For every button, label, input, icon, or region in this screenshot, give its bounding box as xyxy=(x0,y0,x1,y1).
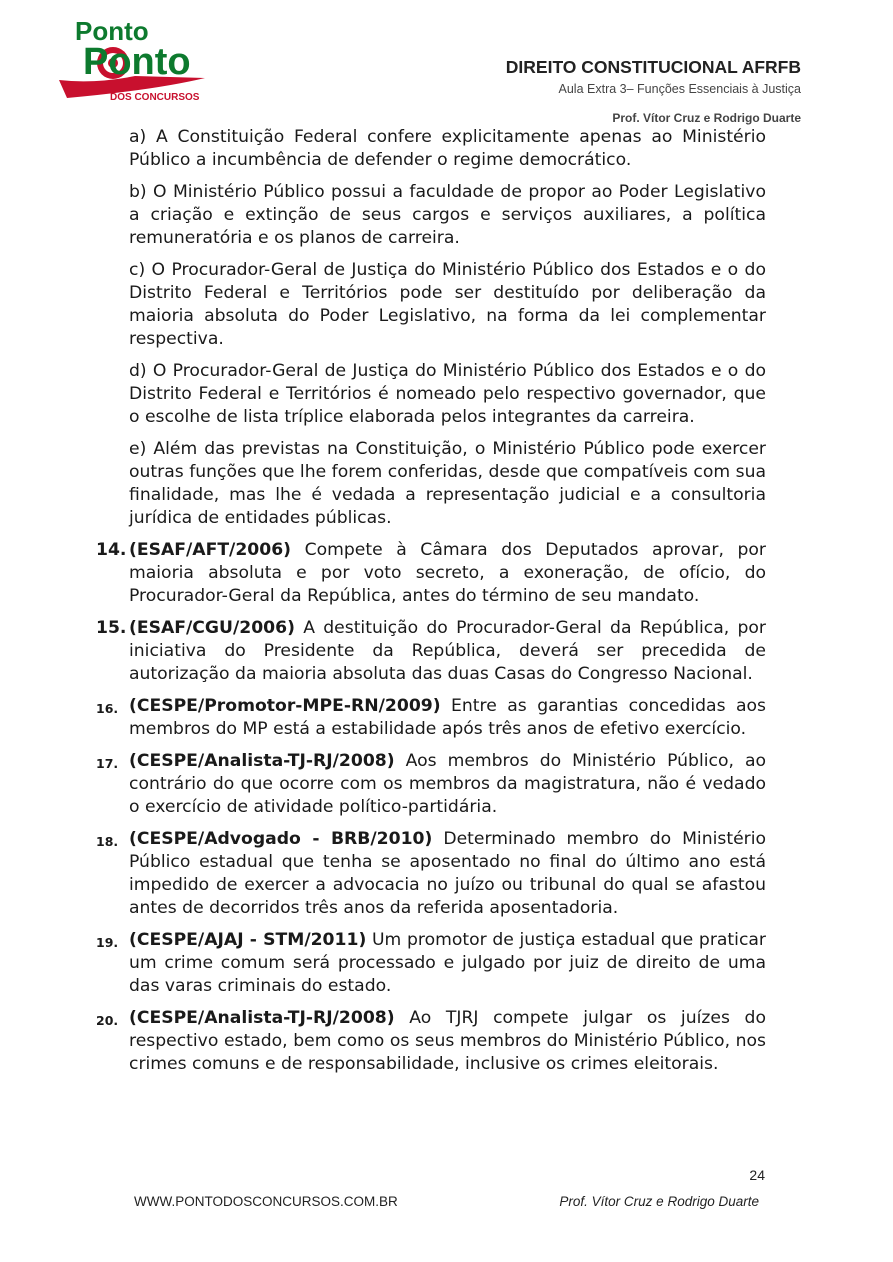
question-15 xyxy=(96,617,766,686)
footer-authors: Prof. Vítor Cruz e Rodrigo Duarte xyxy=(559,1194,759,1209)
question-text: Aos membros do Ministério Público, ao contrário do que ocorre com os membros da magistratura, não é vedado o exercício de atividade político-partidária. xyxy=(129,751,766,817)
logo-text-main: Ponto xyxy=(83,41,191,83)
question-text: Ao TJRJ compete julgar os juízes do respectivo estado, bem como os seus membros do Ministério Público, nos crimes comuns e de responsabilidade, inclusive os crimes eleitorais. xyxy=(129,1008,766,1074)
question-body xyxy=(129,1007,766,1076)
question-number: 19. xyxy=(96,935,119,950)
logo-text-sub: DOS CONCURSOS xyxy=(110,92,200,103)
header-subtitle: Aula Extra 3– Funções Essenciais à Justiça xyxy=(558,82,801,96)
question-source: (CESPE/AJAJ - STM/2011) xyxy=(129,930,367,950)
question-number: 14. xyxy=(96,540,127,560)
header-title: DIREITO CONSTITUCIONAL AFRFB xyxy=(505,57,801,77)
header-authors: Prof. Vítor Cruz e Rodrigo Duarte xyxy=(612,111,801,125)
question-source: (CESPE/Analista-TJ-RJ/2008) xyxy=(129,751,395,771)
question-body xyxy=(129,539,766,608)
answer-option-d: d) O Procurador-Geral de Justiça do Ministério Público dos Estados e o do Distrito Federal e Territórios é nomeado pelo respectivo governador, que o escolhe de lista tríplice elaborada pelos integrantes da carreira. xyxy=(129,361,766,427)
answer-option-a: a) A Constituição Federal confere explicitamente apenas ao Ministério Público a incumbência de defender o regime democrático. xyxy=(129,127,766,170)
question-text: Compete à Câmara dos Deputados aprovar, por maioria absoluta e por voto secreto, a exoneração, de ofício, do Procurador-Geral da República, antes do término de seu mandato. xyxy=(129,540,766,606)
question-14 xyxy=(96,539,766,608)
question-16 xyxy=(96,695,766,741)
question-body xyxy=(129,617,766,686)
question-source: (ESAF/AFT/2006) xyxy=(129,540,292,560)
question-number: 17. xyxy=(96,756,119,771)
question-body xyxy=(129,828,766,920)
question-body xyxy=(129,750,766,819)
question-number: 18. xyxy=(96,834,119,849)
question-source: (CESPE/Advogado - BRB/2010) xyxy=(129,829,433,849)
page-content xyxy=(96,126,766,1085)
answer-option-c: c) O Procurador-Geral de Justiça do Ministério Público dos Estados e o do Distrito Federal e Territórios pode ser destituído por deliberação da maioria absoluta do Poder Legislativo, na forma da lei complementar respectiva. xyxy=(129,260,766,349)
question-source: (ESAF/CGU/2006) xyxy=(129,618,295,638)
question-text: Um promotor de justiça estadual que praticar um crime comum será processado e julgado por juiz de direito de uma das varas criminais do estado. xyxy=(129,930,766,996)
question-17 xyxy=(96,750,766,819)
question-text: Determinado membro do Ministério Público estadual que tenha se aposentado no final do último ano está impedido de exercer a advocacia no juízo ou tribunal do qual se afastou antes de decorridos três anos da referida aposentadoria. xyxy=(129,829,766,918)
page-number: 24 xyxy=(749,1167,765,1183)
question-number: 16. xyxy=(96,701,119,716)
answer-option-e: e) Além das previstas na Constituição, o Ministério Público pode exercer outras funções que lhe forem conferidas, desde que compatíveis com sua finalidade, mas lhe é vedada a representação judicial e a consultoria jurídica de entidades públicas. xyxy=(129,439,766,528)
ponto-dos-concursos-logo xyxy=(55,18,230,103)
question-number: 15. xyxy=(96,618,127,638)
question-body xyxy=(129,695,766,741)
answer-option-b: b) O Ministério Público possui a faculdade de propor ao Poder Legislativo a criação e extinção de seus cargos e serviços auxiliares, a política remuneratória e os planos de carreira. xyxy=(129,182,766,248)
footer-website: WWW.PONTODOSCONCURSOS.COM.BR xyxy=(134,1194,398,1209)
question-number: 20. xyxy=(96,1013,119,1028)
question-text: Entre as garantias concedidas aos membros do MP está a estabilidade após três anos de efetivo exercício. xyxy=(129,696,766,739)
logo-text-top: Ponto xyxy=(75,18,149,46)
question-source: (CESPE/Analista-TJ-RJ/2008) xyxy=(129,1008,395,1028)
question-body xyxy=(129,929,766,998)
question-18 xyxy=(96,828,766,920)
question-text: A destituição do Procurador-Geral da República, por iniciativa do Presidente da República, deverá ser precedida de autorização da maioria absoluta das duas Casas do Congresso Nacional. xyxy=(129,618,766,684)
question-20 xyxy=(96,1007,766,1076)
question-19 xyxy=(96,929,766,998)
question-source: (CESPE/Promotor-MPE-RN/2009) xyxy=(129,696,441,716)
